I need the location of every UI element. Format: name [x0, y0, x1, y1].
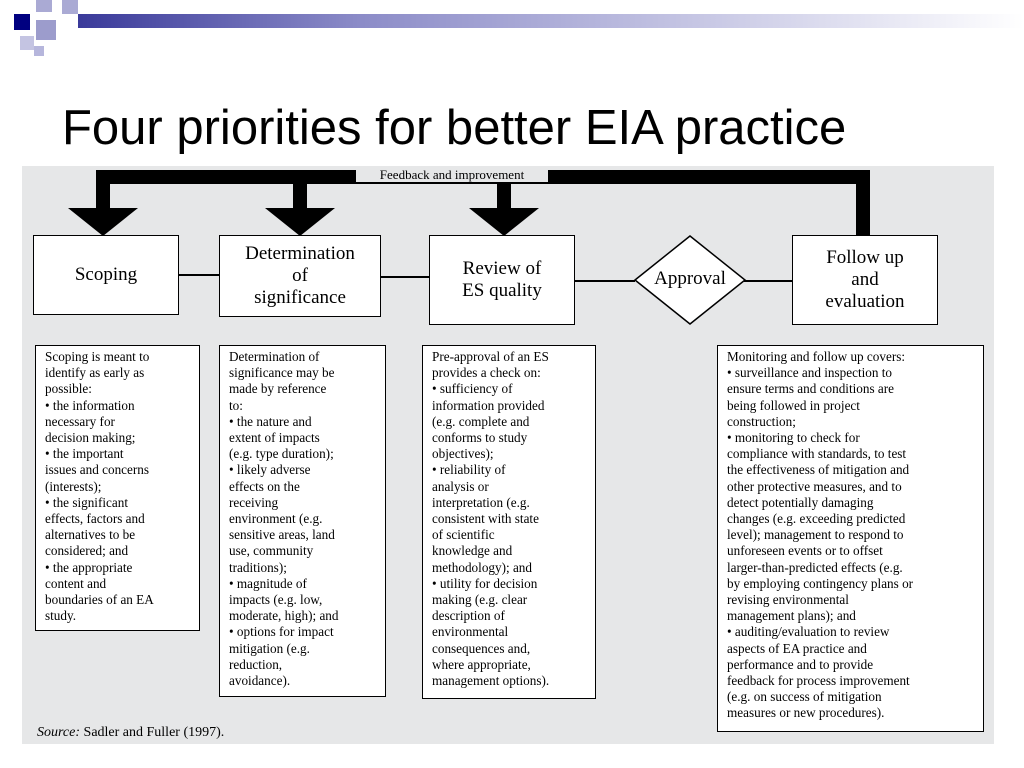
arrow-down-icon [265, 208, 335, 236]
desc-followup: Monitoring and follow up covers: • surveillance and inspection to ensure terms and conditions are being followed in project construction; • monitoring to check for compliance with standards, to test the effectiveness of mitigation and other protective measures, and to detect potentially damaging changes (e.g. exceeding predicted level); management to respond to unforeseen events or to offset larger-than-predicted effects (e.g. by employing contingency plans or revising environmental management plans); and • auditing/evaluation to review aspects of EA practice and performance and to provide feedback for process improvement (e.g. on success of mitigation measures or new procedures). [717, 345, 984, 732]
source-citation [37, 725, 224, 741]
desc-determination: Determination of significance may be made by reference to: • the nature and extent of impacts (e.g. type duration); • likely adverse effects on the receiving environment (e.g. sensitive areas, land use, community traditions); • magnitude of impacts (e.g. low, moderate, high); and • options for impact mitigation (e.g. reduction, avoidance). [219, 345, 386, 697]
desc-review: Pre-approval of an ES provides a check on: • sufficiency of information provided (e.g. complete and conforms to study objectives); • reliability of analysis or interpretation (e.g. consistent with state of scientific knowledge and methodology); and • utility for decision making (e.g. clear description of environmental consequences and, where appropriate, management options). [422, 345, 596, 699]
arrow-down-icon [469, 208, 539, 236]
step-approval-label: Approval [654, 268, 726, 289]
step-determination [219, 235, 381, 317]
connector-line [178, 274, 220, 276]
arrow-down-icon [68, 208, 138, 236]
step-determination-label: Determination of significance [245, 243, 355, 308]
slide-title: Four priorities for better EIA practice [62, 101, 847, 155]
connector-line [575, 280, 635, 282]
step-scoping-label: Scoping [74, 264, 138, 285]
desc-scoping: Scoping is meant to identify as early as possible: • the information necessary for decision making; • the important issues and concerns (interests); • the significant effects, factors and alternatives to be considered; and • the appropriate content and boundaries of an EA study. [35, 345, 200, 631]
step-scoping [33, 235, 179, 315]
step-followup [792, 235, 938, 325]
step-review [429, 235, 575, 325]
connector-line [380, 276, 430, 278]
feedback-label: Feedback and improvement [356, 168, 548, 182]
step-review-label: Review of ES quality [462, 258, 542, 301]
source-label: Source: [37, 725, 81, 740]
step-followup-label: Follow up and evaluation [825, 247, 905, 312]
source-text: Sadler and Fuller (1997). [80, 725, 225, 740]
connector-line [744, 280, 794, 282]
